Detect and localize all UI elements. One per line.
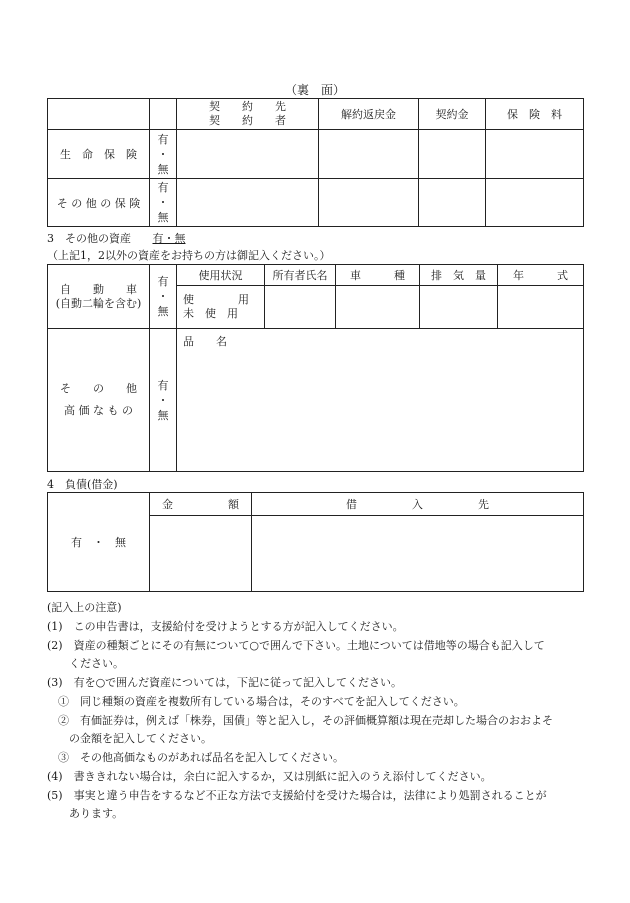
yn-yes: 有 [157, 275, 169, 288]
model-year-cell[interactable] [498, 286, 584, 329]
header-premium: 保 険 料 [486, 99, 584, 130]
header-contract-amount: 契約金 [419, 99, 486, 130]
note-line: ③ その他高価なものがあれば品名を記入してください。 [47, 751, 344, 764]
yn-dot: ・ [157, 393, 169, 407]
valuables-item-cell[interactable] [177, 329, 584, 472]
other-amount-cell[interactable] [419, 179, 486, 227]
life-surrender-cell[interactable] [319, 130, 419, 179]
life-contract-cell[interactable] [177, 130, 319, 179]
section3-title: 3 その他の資産 [47, 232, 131, 245]
other-premium-cell[interactable] [486, 179, 584, 227]
header-blank-yn [150, 99, 177, 130]
valuables-label-line2: 高 価 な も の [64, 404, 133, 417]
note-line: (5) 事実と違う申告をするなど不正な方法で支援給付を受けた場合は，法律により処罰されることが [47, 789, 547, 802]
header-surrender-value: 解約返戻金 [319, 99, 419, 130]
header-contract [177, 99, 319, 130]
usage-not-in-use: 未 使 用 [183, 307, 238, 320]
debt-table [47, 492, 584, 592]
notes-heading: (記入上の注意) [47, 601, 122, 614]
yn-no: 無 [157, 305, 169, 318]
yn-dot: ・ [157, 147, 169, 161]
car-label-sub: (自動二輪を含む) [55, 296, 142, 310]
section3-note: （上記1，2以外の資産をお持ちの方は御記入ください。） [47, 249, 331, 262]
note-line: あります。 [47, 807, 124, 820]
debt-lender-cell[interactable] [252, 516, 584, 592]
other-surrender-cell[interactable] [319, 179, 419, 227]
note-line: (2) 資産の種類ごとにその有無について○で囲んで下さい。土地については借地等の場合も記入して [47, 639, 545, 652]
yn-no: 無 [157, 408, 169, 422]
note-line: ください。 [47, 657, 124, 670]
valuables-label [48, 329, 150, 472]
life-premium-cell[interactable] [486, 130, 584, 179]
insurance-table [47, 98, 584, 227]
note-line: (1) この申告書は，支援給付を受けようとする方が記入してください。 [47, 620, 404, 633]
car-model-cell[interactable] [336, 286, 420, 329]
header-contract-party: 契 約 先 [209, 100, 286, 113]
header-displacement: 排 気 量 [420, 265, 498, 286]
usage-in-use: 使 用 [183, 293, 249, 306]
header-amount: 金 額 [150, 493, 252, 516]
header-lender: 借 入 先 [252, 493, 584, 516]
section4-title: 4 負債(借金) [47, 478, 118, 491]
other-assets-table [47, 264, 584, 472]
car-label-main: 自 動 車 [60, 282, 137, 296]
item-name-label: 品 名 [183, 335, 227, 348]
yn-no: 無 [157, 162, 169, 176]
note-line: (4) 書ききれない場合は，余白に記入するか，又は別紙に記入のうえ添付してください。 [47, 770, 492, 783]
header-usage: 使用状況 [177, 265, 265, 286]
usage-cell[interactable] [177, 286, 265, 329]
yn-no: 無 [157, 211, 169, 224]
valuables-label-line1: そ の 他 [60, 382, 137, 395]
section3-yn[interactable]: 有・無 [152, 232, 186, 245]
other-contract-cell[interactable] [177, 179, 319, 227]
yn-yes: 有 [157, 378, 169, 392]
yn-yes: 有 [157, 132, 169, 146]
yn-valuables[interactable] [150, 329, 177, 472]
header-model-year: 年 式 [498, 265, 584, 286]
row-label-life-insurance: 生 命 保 険 [48, 130, 150, 179]
header-contractor: 契 約 者 [209, 114, 286, 127]
note-line: ② 有価証券は，例えば「株券，国債」等と記入し，その評価概算額は現在売却した場合のおおよそ [47, 714, 553, 727]
yn-yes: 有 [157, 181, 169, 194]
life-amount-cell[interactable] [419, 130, 486, 179]
yn-car[interactable] [150, 265, 177, 329]
car-label [48, 265, 150, 329]
yn-dot: ・ [157, 290, 169, 303]
header-owner-name: 所有者氏名 [265, 265, 336, 286]
owner-name-cell[interactable] [265, 286, 336, 329]
yn-dot: ・ [157, 196, 169, 209]
yn-other-insurance[interactable] [150, 179, 177, 227]
debt-yn[interactable]: 有 ・ 無 [48, 493, 150, 592]
note-line: ① 同じ種類の資産を複数所有している場合は，そのすべてを記入してください。 [47, 695, 465, 708]
note-line: (3) 有を○で囲んだ資産については，下記に従って記入してください。 [47, 676, 402, 689]
header-car-model: 車 種 [336, 265, 420, 286]
note-line: の金額を記入してください。 [47, 732, 212, 745]
section3-heading [47, 230, 186, 246]
header-blank [48, 99, 150, 130]
yn-life-insurance[interactable] [150, 130, 177, 179]
displacement-cell[interactable] [420, 286, 498, 329]
row-label-other-insurance: そ の 他 の 保 険 [48, 179, 150, 227]
page-heading: （裏 面） [284, 83, 345, 97]
debt-amount-cell[interactable] [150, 516, 252, 592]
